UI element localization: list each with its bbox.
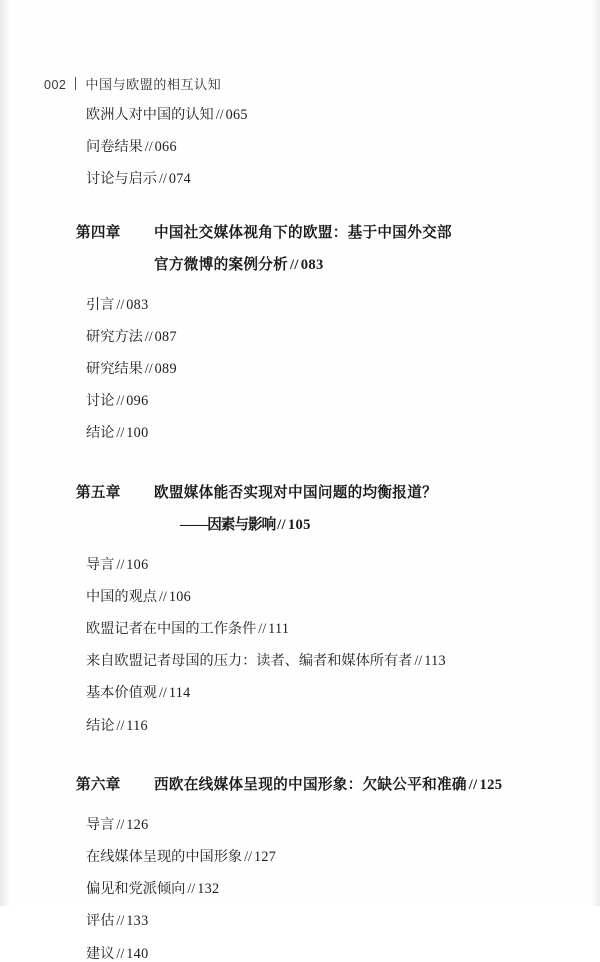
toc-separator: // xyxy=(144,328,153,345)
table-of-contents xyxy=(44,108,560,961)
chapter-title-line1: 欧盟媒体能否实现对中国问题的均衡报道？ xyxy=(154,484,437,501)
toc-entry-label: 欧洲人对中国的认知 xyxy=(86,107,214,123)
toc-entry[interactable] xyxy=(86,426,560,440)
toc-entry-label: 导言 xyxy=(86,556,115,573)
toc-entry-page: 087 xyxy=(154,328,177,345)
toc-entry-page: 106 xyxy=(168,588,192,605)
toc-separator: // xyxy=(116,945,125,962)
toc-separator: // xyxy=(116,393,125,410)
toc-entry-label: 建议 xyxy=(86,945,115,962)
toc-entry-page: 133 xyxy=(126,913,149,930)
toc-entry[interactable] xyxy=(86,394,560,408)
toc-separator: // xyxy=(215,107,224,123)
chapter-label: 第四章 xyxy=(76,224,121,241)
toc-entry-label: 来自欧盟记者母国的压力：读者、编者和媒体所有者 xyxy=(86,653,413,670)
toc-entry-page: 116 xyxy=(126,717,148,734)
toc-entry-page: 089 xyxy=(154,361,177,378)
toc-entry[interactable] xyxy=(86,298,560,312)
toc-entry-page: 126 xyxy=(126,816,149,833)
toc-entry[interactable] xyxy=(86,590,560,604)
chapter-label: 第六章 xyxy=(76,776,121,793)
chapter-title-line2: 官方微博的案例分析 xyxy=(154,256,289,273)
toc-entry-page: 066 xyxy=(154,139,177,156)
toc-entry-label: 导言 xyxy=(86,816,115,833)
chapter-page: 125 xyxy=(479,776,503,793)
chapter-title-line2-wrap xyxy=(154,253,560,274)
toc-entry-label: 结论 xyxy=(86,717,115,734)
chapter-title-line1: 西欧在线媒体呈现的中国形象：欠缺公平和准确 xyxy=(154,776,467,793)
toc-entry-label: 评估 xyxy=(86,913,115,930)
toc-entry-label: 欧盟记者在中国的工作条件 xyxy=(86,621,257,638)
toc-entry[interactable] xyxy=(86,362,560,376)
toc-entry-label: 基本价值观 xyxy=(86,685,157,702)
chapter-title-line1: 中国社交媒体视角下的欧盟：基于中国外交部 xyxy=(154,224,452,241)
toc-chapter-heading[interactable] xyxy=(44,221,560,274)
chapter-title-line2: ——因素与影响 xyxy=(180,516,276,533)
toc-separator: // xyxy=(187,881,196,898)
toc-entry[interactable] xyxy=(86,172,560,186)
toc-entry-page: 096 xyxy=(126,393,149,410)
toc-entry-page: 106 xyxy=(126,556,149,573)
toc-separator: // xyxy=(116,717,125,734)
toc-separator: // xyxy=(158,685,167,702)
toc-entry-label: 研究方法 xyxy=(86,328,143,345)
running-title: 中国与欧盟的相互认知 xyxy=(85,77,222,92)
toc-separator: // xyxy=(116,425,125,442)
toc-entry-label: 研究结果 xyxy=(86,361,143,378)
chapter-title-line2-wrap xyxy=(180,513,560,534)
toc-entry-label: 问卷结果 xyxy=(86,139,143,156)
toc-entry[interactable] xyxy=(86,850,560,864)
toc-entry[interactable] xyxy=(86,914,560,928)
header-divider xyxy=(75,77,76,90)
toc-separator: // xyxy=(116,816,125,833)
toc-entry[interactable] xyxy=(86,108,560,122)
toc-entry-label: 在线媒体呈现的中国形象 xyxy=(86,849,243,866)
toc-entry-label: 引言 xyxy=(86,296,115,313)
toc-entry-page: 114 xyxy=(168,685,191,702)
toc-entry-page: 111 xyxy=(268,621,290,638)
toc-entry-page: 074 xyxy=(168,171,192,188)
toc-entry-label: 讨论与启示 xyxy=(86,171,157,188)
toc-separator: // xyxy=(244,849,252,866)
page-header xyxy=(44,74,221,93)
toc-separator: // xyxy=(468,776,478,793)
toc-entry[interactable] xyxy=(86,558,560,572)
chapter-page: 105 xyxy=(287,516,311,533)
toc-separator: // xyxy=(258,621,267,638)
toc-entry[interactable] xyxy=(86,882,560,896)
toc-separator: // xyxy=(158,171,167,188)
chapter-title xyxy=(154,481,560,534)
toc-chapter-heading[interactable] xyxy=(44,773,560,794)
toc-entry-label: 讨论 xyxy=(86,393,115,410)
toc-entry-page: 140 xyxy=(126,945,149,962)
toc-separator: // xyxy=(144,361,153,378)
toc-entry-page: 127 xyxy=(253,849,277,866)
chapter-label: 第五章 xyxy=(76,484,121,501)
toc-entry-label: 中国的观点 xyxy=(86,588,157,605)
toc-separator: // xyxy=(277,516,286,533)
toc-entry[interactable] xyxy=(86,330,560,344)
toc-separator: // xyxy=(116,556,125,573)
toc-entry[interactable] xyxy=(86,719,560,733)
chapter-page: 083 xyxy=(300,256,324,273)
toc-chapter-heading[interactable] xyxy=(44,481,560,534)
chapter-title xyxy=(154,773,560,794)
toc-entry-page: 100 xyxy=(126,425,149,442)
toc-separator: // xyxy=(290,256,299,273)
toc-entry-label: 结论 xyxy=(86,425,115,442)
toc-entry[interactable] xyxy=(86,947,560,961)
toc-entry[interactable] xyxy=(86,686,560,700)
toc-entry-page: 132 xyxy=(197,881,220,898)
toc-entry[interactable] xyxy=(86,818,560,832)
toc-entry[interactable] xyxy=(86,140,560,154)
toc-entry-page: 113 xyxy=(424,653,446,670)
toc-separator: // xyxy=(158,588,167,605)
toc-entry-page: 083 xyxy=(126,296,149,313)
toc-entry-page: 065 xyxy=(225,107,248,123)
folio-number: 002 xyxy=(44,78,67,92)
toc-entry-label: 偏见和党派倾向 xyxy=(86,881,186,898)
toc-separator: // xyxy=(116,913,125,930)
toc-entry[interactable] xyxy=(86,654,560,668)
toc-separator: // xyxy=(414,653,423,670)
toc-entry[interactable] xyxy=(86,622,560,636)
toc-separator: // xyxy=(144,139,153,156)
toc-separator: // xyxy=(116,296,125,313)
chapter-title xyxy=(154,221,560,274)
